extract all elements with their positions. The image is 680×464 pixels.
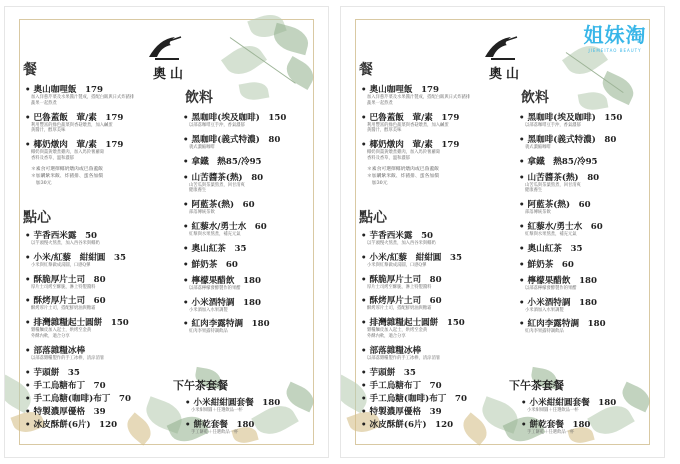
menu-item: • 手工烏糖(咖啡)布丁 70: [25, 392, 131, 404]
menu-item: • 芋頭餅 35: [25, 366, 131, 378]
dessert-list: [25, 229, 131, 431]
menu-item: • 奧山咖哩飯 179 加入洋蔥芹菜及水果醬汁製成，搭配白飯與日式炸豬排 蔬果一起熬煮: [25, 83, 134, 107]
menu-item: • 芋香西米露 50 以芋頭慢火熬煮，加入西谷米與椰奶: [25, 229, 131, 247]
menu-page-left: [4, 6, 329, 458]
section-title-dessert: 點心: [23, 210, 51, 226]
bird-logo-icon: [145, 33, 185, 63]
menu-item: • 檸檬果醋飲 180 以部落檸檬發酵製作的果醋: [183, 274, 286, 292]
menu-item: • 奧山紅茶 35: [183, 242, 286, 254]
menu-item: • 小米紺紺圓套餐 180 小米紺紺圓＋任選飲品一杯: [521, 396, 616, 414]
drink-list: [183, 111, 286, 339]
menu-item: • 黑咖啡(埃及咖啡) 150 以部落咖啡豆手沖，香氣濃郁: [183, 111, 286, 129]
menu-item: • 部落雜糧冰棒 以部落雜糧製作的手工冰棒，清涼消暑: [25, 344, 131, 362]
meal-note: ＊素食可選擇椰奶燉肉或巴魯蓋飯 ＊加購紫米飯、炸豬排、蛋各加價 加30元: [367, 166, 439, 187]
menu-item: • 手工烏糖(咖啡)布丁 70: [361, 392, 467, 404]
watermark-logo: [572, 19, 658, 53]
menu-item: • 巴魯蓋飯 葷/素 179 利用豐富的綠色蔬菜與香菇燉煮，加入鹹蛋 黃醬汁，醇厚美味: [25, 111, 134, 135]
dessert-list: [361, 229, 467, 431]
menu-item: • 酥脆厚片土司 80 厚片土司烤至酥脆，淋上特製醬料: [25, 273, 131, 291]
menu-item: • 酥烤厚片土司 60 酥烤厚片土司，搭配鮮奶油與糖霜: [361, 294, 467, 312]
menu-item: • 拿鐵 熱85/冷95: [183, 155, 286, 167]
section-title-drink: 飲料: [185, 90, 213, 106]
menu-item: • 冰皮酥餅(6片) 120: [361, 418, 467, 430]
brand-title: 奧山: [153, 67, 188, 82]
menu-item: • 紅肉李露特調 180 紅肉李果露特調飲品: [183, 317, 286, 335]
menu-item: • 冰皮酥餅(6片) 120: [25, 418, 131, 430]
menu-item: • 奧山紅茶 35: [519, 242, 622, 254]
menu-item: • 排灣雜糧起士圓餅 150 雜糧麵皮加入起士，烘烤至金黃 外酥內軟，適合分享: [25, 316, 131, 340]
section-title-drink: 飲料: [521, 90, 549, 106]
watermark-subtitle: JIEMEITAO BEAUTY: [588, 48, 642, 53]
menu-item: • 拿鐵 熱85/冷95: [519, 155, 622, 167]
menu-item: • 椰奶燉肉 葷/素 179 椰奶與薑黃燉煮雞肉，加入馬鈴薯蘿蔔 香料及香草，溫和濃郁: [25, 138, 134, 162]
menu-item: • 芋頭餅 35: [361, 366, 467, 378]
section-title-tea-set: 下午茶套餐: [509, 379, 564, 392]
menu-item: • 部落雜糧冰棒 以部落雜糧製作的手工冰棒，清涼消暑: [361, 344, 467, 362]
meal-note: ＊素食可選擇椰奶燉肉或巴魯蓋飯 ＊加購紫米飯、炸豬排、蛋各加價 加30元: [31, 166, 103, 187]
menu-item: • 山苦醬茶(熱) 80 山苦瓜與茶葉熬煮，回甘清爽 健康養生: [183, 171, 286, 195]
menu-item: • 小米/紅藜 紺紺圓 35 小米與紅藜做成湯圓，口感Q彈: [25, 251, 131, 269]
bird-logo-icon: [481, 33, 521, 63]
menu-item: • 黑咖啡(義式特濃) 80 義式濃縮咖啡: [183, 133, 286, 151]
menu-item: • 檸檬果醋飲 180 以部落檸檬發酵製作的果醋: [519, 274, 622, 292]
menu-page-right: [340, 6, 665, 458]
menu-item: • 小米酒特調 180 小米酒加入水果調製: [183, 296, 286, 314]
meal-list: [25, 83, 134, 192]
menu-item: • 小米酒特調 180 小米酒加入水果調製: [519, 296, 622, 314]
menu-item: • 山苦醬茶(熱) 80 山苦瓜與茶葉熬煮，回甘清爽 健康養生: [519, 171, 622, 195]
menu-item: • 排灣雜糧起士圓餅 150 雜糧麵皮加入起士，烘烤至金黃 外酥內軟，適合分享: [361, 316, 467, 340]
menu-item: • 餅乾套餐 180 手工餅乾＋任選飲品一杯: [185, 418, 280, 436]
section-title-meal: 餐: [23, 62, 37, 78]
menu-item: • 巴魯蓋飯 葷/素 179 利用豐富的綠色蔬菜與香菇燉煮，加入鹹蛋 黃醬汁，醇厚美味: [361, 111, 470, 135]
menu-item: • 小米/紅藜 紺紺圓 35 小米與紅藜做成湯圓，口感Q彈: [361, 251, 467, 269]
meal-list: [361, 83, 470, 192]
menu-item: • 阿藍茶(熱) 60 部落傳統茶飲: [183, 198, 286, 216]
menu-item: • 紅藜水/勇士水 60 紅藜與水果熬煮，補充元氣: [183, 220, 286, 238]
menu-item: • 手工烏糖布丁 70: [361, 379, 467, 391]
menu-item: • 特製濃厚優格 39: [25, 405, 131, 417]
menu-item: • 鮮奶茶 60: [183, 258, 286, 270]
menu-item: • 芋香西米露 50 以芋頭慢火熬煮，加入西谷米與椰奶: [361, 229, 467, 247]
menu-item: • 小米紺紺圓套餐 180 小米紺紺圓＋任選飲品一杯: [185, 396, 280, 414]
brand-title: 奧山: [489, 67, 524, 82]
menu-item: • 奧山咖哩飯 179 加入洋蔥芹菜及水果醬汁製成，搭配白飯與日式炸豬排 蔬果一起熬煮: [361, 83, 470, 107]
drink-list: [519, 111, 622, 339]
section-title-tea-set: 下午茶套餐: [173, 379, 228, 392]
menu-item: • 手工烏糖布丁 70: [25, 379, 131, 391]
menu-item: • 餅乾套餐 180 手工餅乾＋任選飲品一杯: [521, 418, 616, 436]
menu-item: • 紅肉李露特調 180 紅肉李果露特調飲品: [519, 317, 622, 335]
menu-item: • 鮮奶茶 60: [519, 258, 622, 270]
menu-item: • 特製濃厚優格 39: [361, 405, 467, 417]
menu-item: • 黑咖啡(埃及咖啡) 150 以部落咖啡豆手沖，香氣濃郁: [519, 111, 622, 129]
watermark-title: 姐妹淘: [583, 23, 647, 47]
menu-item: • 酥脆厚片土司 80 厚片土司烤至酥脆，淋上特製醬料: [361, 273, 467, 291]
menu-item: • 酥烤厚片土司 60 酥烤厚片土司，搭配鮮奶油與糖霜: [25, 294, 131, 312]
section-title-dessert: 點心: [359, 210, 387, 226]
tea-set-list: [185, 396, 280, 440]
section-title-meal: 餐: [359, 62, 373, 78]
menu-item: • 紅藜水/勇士水 60 紅藜與水果熬煮，補充元氣: [519, 220, 622, 238]
menu-item: • 阿藍茶(熱) 60 部落傳統茶飲: [519, 198, 622, 216]
tea-set-list: [521, 396, 616, 440]
menu-item: • 黑咖啡(義式特濃) 80 義式濃縮咖啡: [519, 133, 622, 151]
menu-item: • 椰奶燉肉 葷/素 179 椰奶與薑黃燉煮雞肉，加入馬鈴薯蘿蔔 香料及香草，溫和濃郁: [361, 138, 470, 162]
